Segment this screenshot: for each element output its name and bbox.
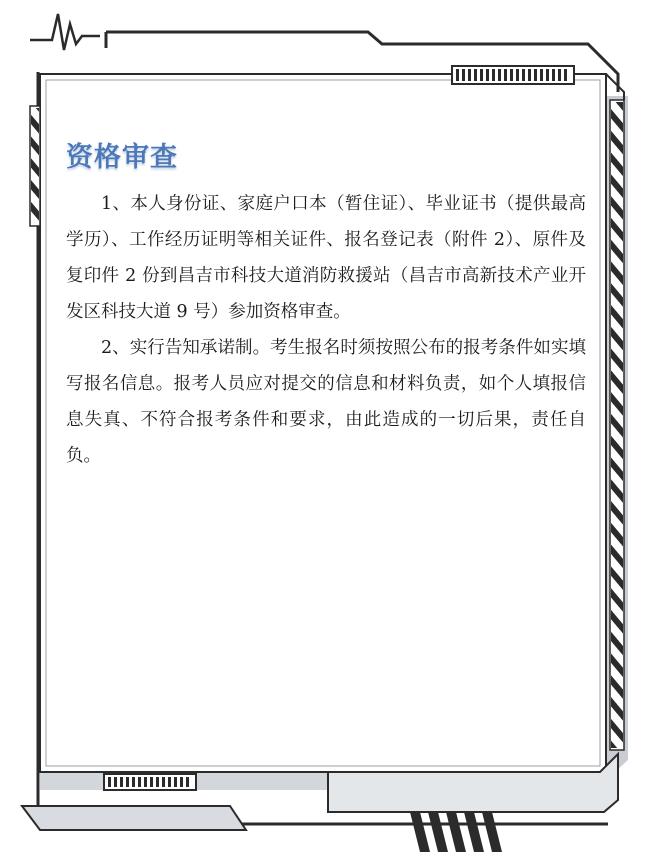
- section-title: 资格审查: [66, 142, 178, 173]
- pulse-line: [30, 14, 100, 50]
- paragraph-1: 1、本人身份证、家庭户口本（暂住证）、毕业证书（提供最高学历）、工作经历证明等相关证件、报名登记表（附件 2）、原件及复印件 2 份到昌吉市科技大道消防救援站（昌吉市高新技术产业开发区科技大道 9 号）参加资格审查。: [66, 194, 586, 322]
- left-stripes: [30, 106, 40, 226]
- right-stripes: [610, 100, 624, 750]
- paragraph-2: 2、实行告知承诺制。考生报名时须按照公布的报考条件如实填写报名信息。报考人员应对提交的信息和材料负责，如个人填报信息失真、不符合报考条件和要求，由此造成的一切后果，责任自负。: [66, 338, 586, 466]
- bottom-right-panel: [328, 754, 618, 812]
- content-area: [66, 140, 586, 474]
- bottom-stripes: [410, 812, 502, 852]
